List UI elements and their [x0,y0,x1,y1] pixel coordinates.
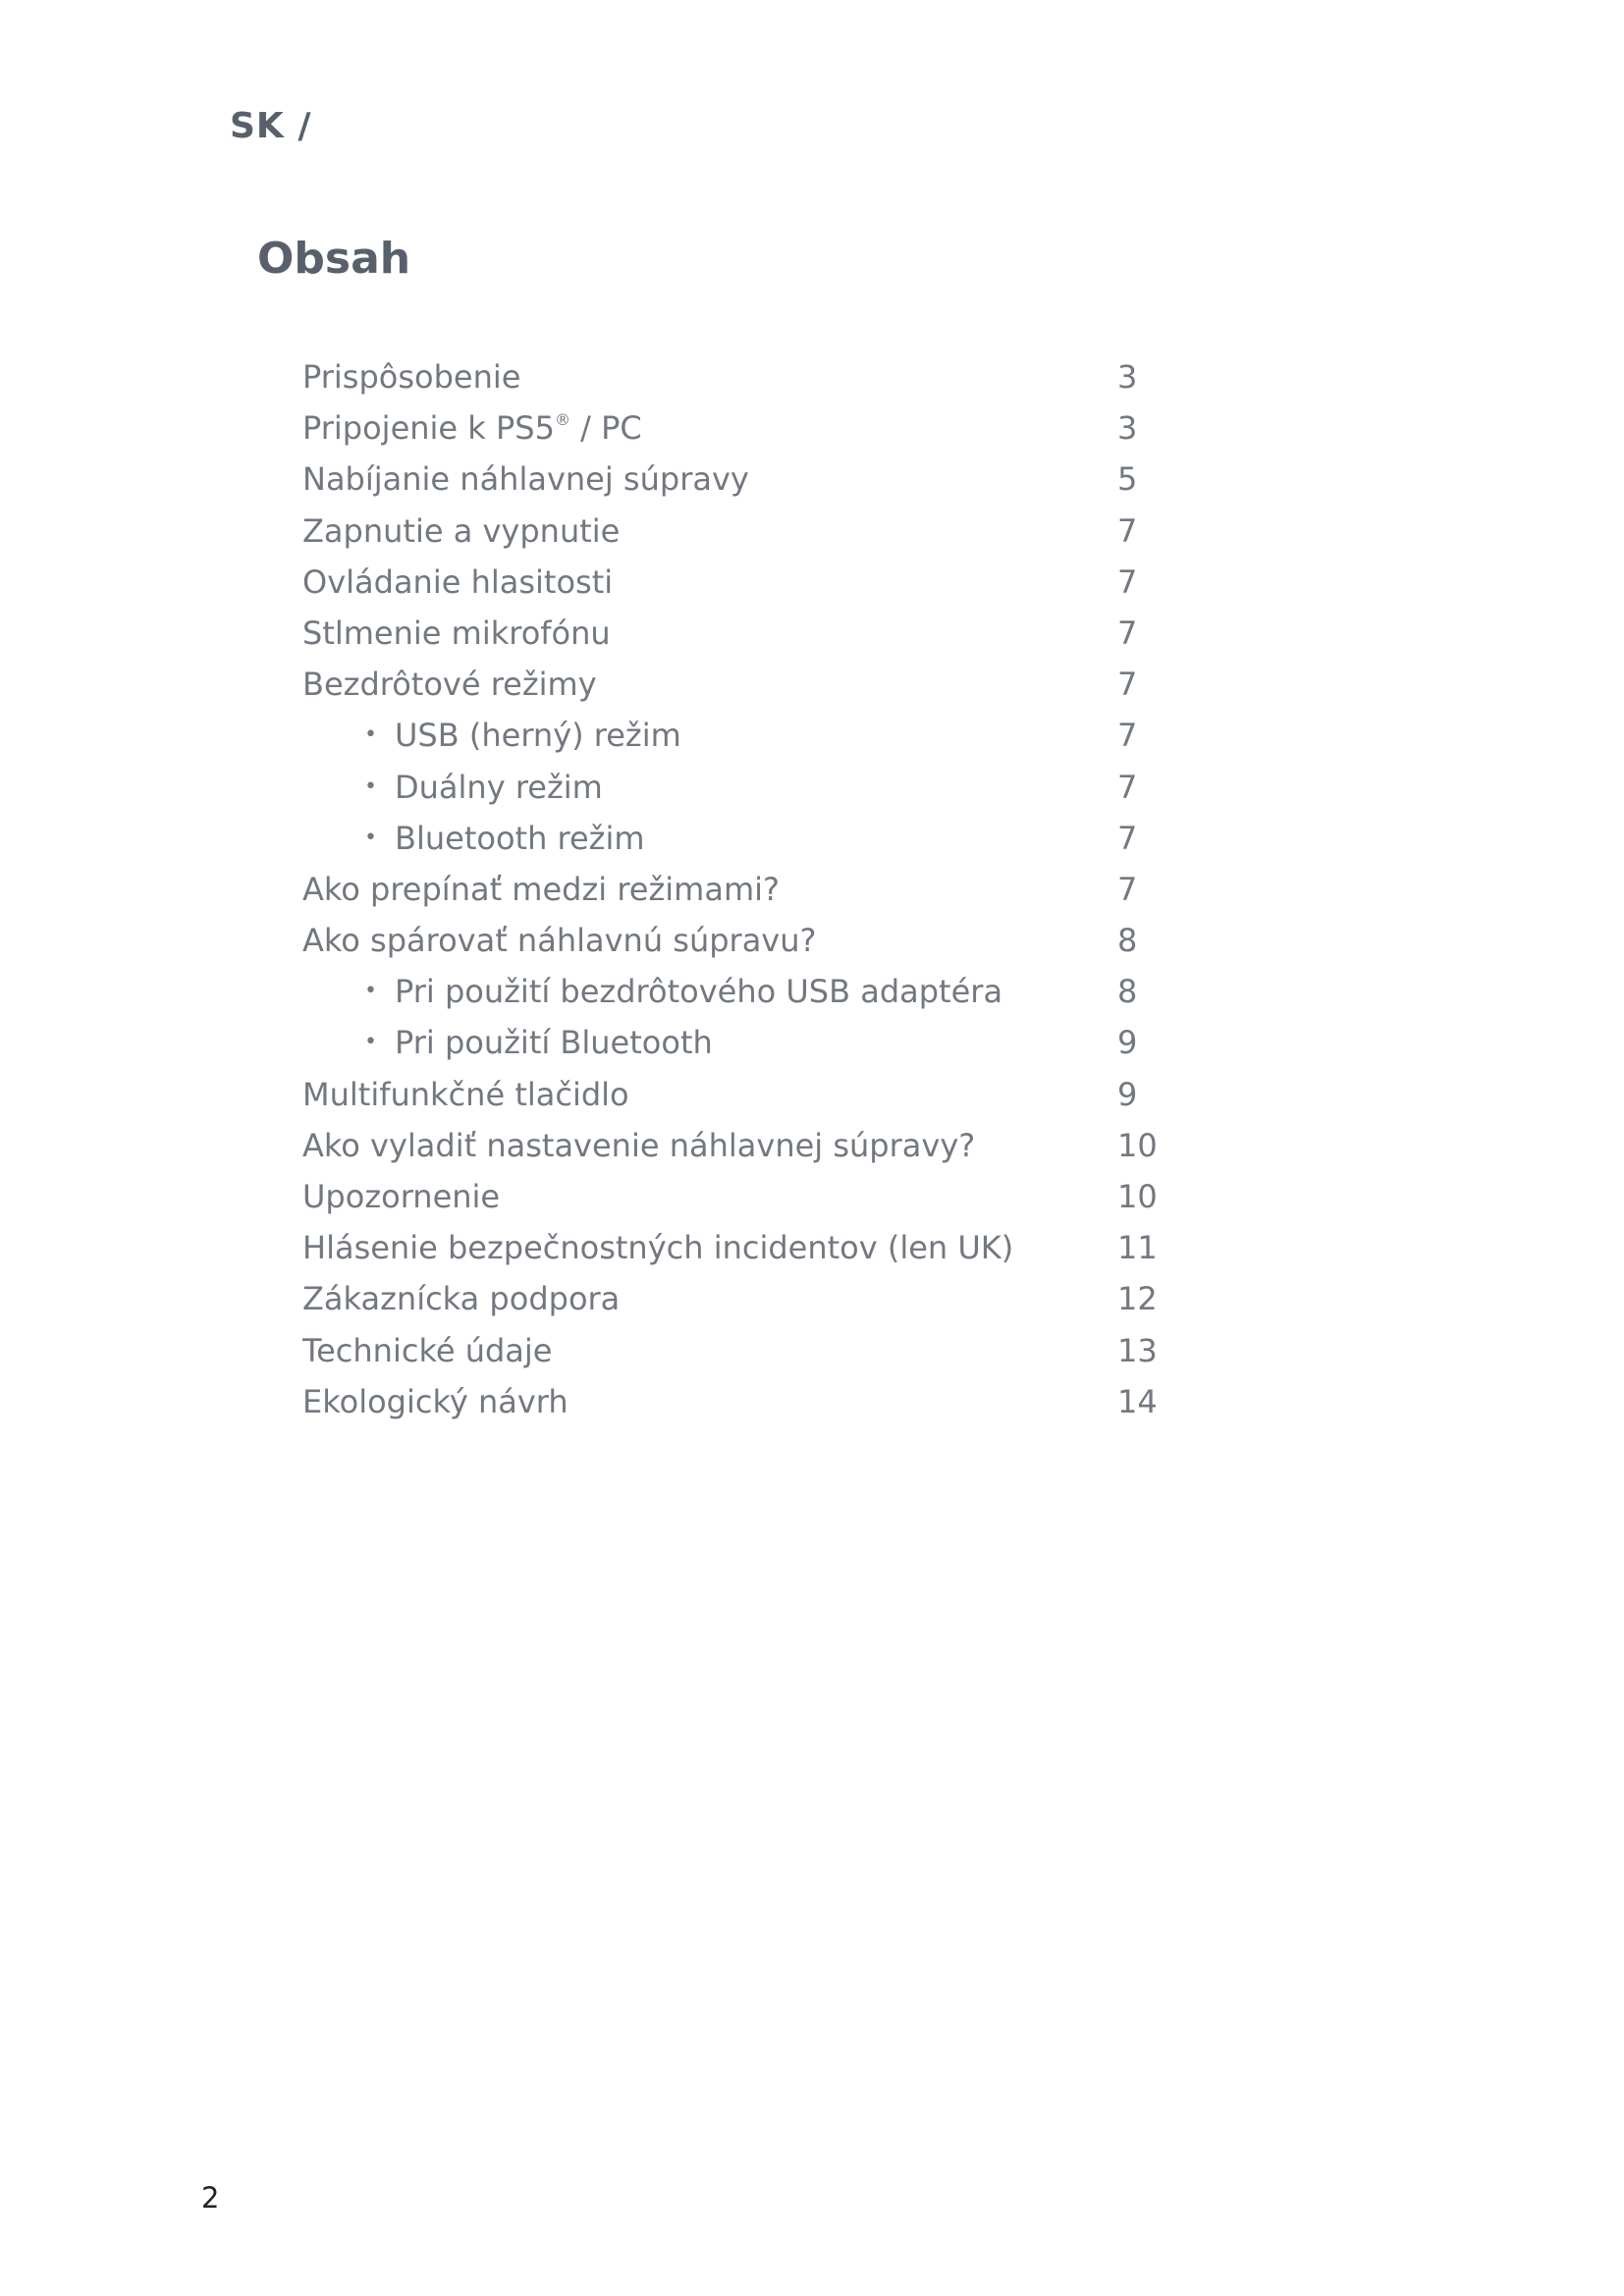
toc-entry[interactable] [302,506,1157,557]
toc-entry-page: 11 [1117,1229,1158,1267]
toc-entry-label: Pripojenie k PS5® / PC [302,409,642,448]
toc-subentry-label: Pri použití Bluetooth [395,1024,713,1062]
toc-subentry[interactable] [302,966,1157,1017]
toc-entry[interactable] [302,402,1157,454]
bullet-icon: • [364,1030,377,1055]
toc-entry-page: 7 [1117,614,1138,652]
toc-subentry[interactable] [302,710,1157,761]
registered-mark: ® [554,410,570,430]
toc-entry[interactable] [302,915,1157,966]
toc-entry-label: Ako prepínať medzi režimami? [302,870,780,908]
bullet-icon: • [364,722,377,748]
toc-entry-label: Ekologický návrh [302,1382,568,1420]
toc-entry[interactable] [302,351,1157,402]
toc-entry-page: 14 [1117,1382,1158,1420]
toc-entry[interactable] [302,659,1157,710]
toc-entry-label: Upozornenie [302,1178,501,1215]
toc-entry-label: Ovládanie hlasitosti [302,562,614,601]
toc-entry-page: 7 [1117,768,1138,806]
toc-subentry-label: USB (herný) režim [395,717,681,755]
toc-entry[interactable] [302,1171,1157,1222]
toc-subentry[interactable] [302,1017,1157,1068]
toc-entry-page: 9 [1117,1075,1138,1113]
toc-entry[interactable] [302,1273,1157,1324]
toc-entry-label: Technické údaje [302,1331,553,1369]
toc-entry-page: 13 [1117,1331,1158,1369]
toc-entry-page: 5 [1117,460,1138,499]
toc-entry-label: Prispôsobenie [302,358,521,396]
toc-title: Obsah [257,234,411,284]
bullet-icon: • [364,774,377,799]
toc-entry-page: 7 [1117,511,1138,550]
toc-subentry[interactable] [302,762,1157,813]
toc-entry[interactable] [302,1069,1157,1120]
toc-entry-label: Hlásenie bezpečnostných incidentov (len UK) [302,1229,1014,1267]
toc-entry-label: Ako vyladiť nastavenie náhlavnej súpravy? [302,1126,976,1164]
toc-entry-page: 10 [1117,1178,1158,1215]
toc-entry-label: Zákaznícka podpora [302,1280,621,1318]
toc-entry[interactable] [302,1325,1157,1376]
toc-entry-page: 7 [1117,819,1138,857]
toc-entry-page: 7 [1117,562,1138,601]
toc-entry-page: 9 [1117,1024,1138,1062]
language-tag: SK / [230,106,312,146]
toc-entry-page: 7 [1117,870,1138,908]
bullet-icon: • [364,979,377,1004]
toc-entry-label: Bezdrôtové režimy [302,666,597,704]
toc-entry-label: Multifunkčné tlačidlo [302,1075,629,1113]
toc-entry[interactable] [302,1222,1157,1273]
toc-subentry[interactable] [302,813,1157,864]
toc-entry-page: 7 [1117,666,1138,704]
toc-entry-page: 3 [1117,409,1138,448]
toc-entry-page: 3 [1117,358,1138,396]
toc-entry-label: Stlmenie mikrofónu [302,614,611,652]
page-number: 2 [201,2181,220,2215]
toc-entry-label: Nabíjanie náhlavnej súpravy [302,460,749,499]
toc-entry[interactable] [302,1120,1157,1171]
toc-entry[interactable] [302,1376,1157,1427]
toc-entry[interactable] [302,454,1157,505]
bullet-icon: • [364,825,377,850]
toc-subentry-label: Bluetooth režim [395,819,645,857]
toc-entry-label: Ako spárovať náhlavnú súpravu? [302,922,817,960]
toc-entry-page: 12 [1117,1280,1158,1318]
toc-entry-page: 8 [1117,922,1138,960]
toc-entry[interactable] [302,608,1157,659]
toc-entry-page: 8 [1117,973,1138,1011]
toc-entry[interactable] [302,557,1157,608]
toc-entry-label: Zapnutie a vypnutie [302,511,621,550]
toc-entry-page: 10 [1117,1126,1158,1164]
toc-subentry-label: Pri použití bezdrôtového USB adaptéra [395,973,1003,1011]
toc-entry-page: 7 [1117,717,1138,755]
table-of-contents [302,351,1157,1427]
toc-subentry-label: Duálny režim [395,768,603,806]
toc-entry[interactable] [302,864,1157,915]
